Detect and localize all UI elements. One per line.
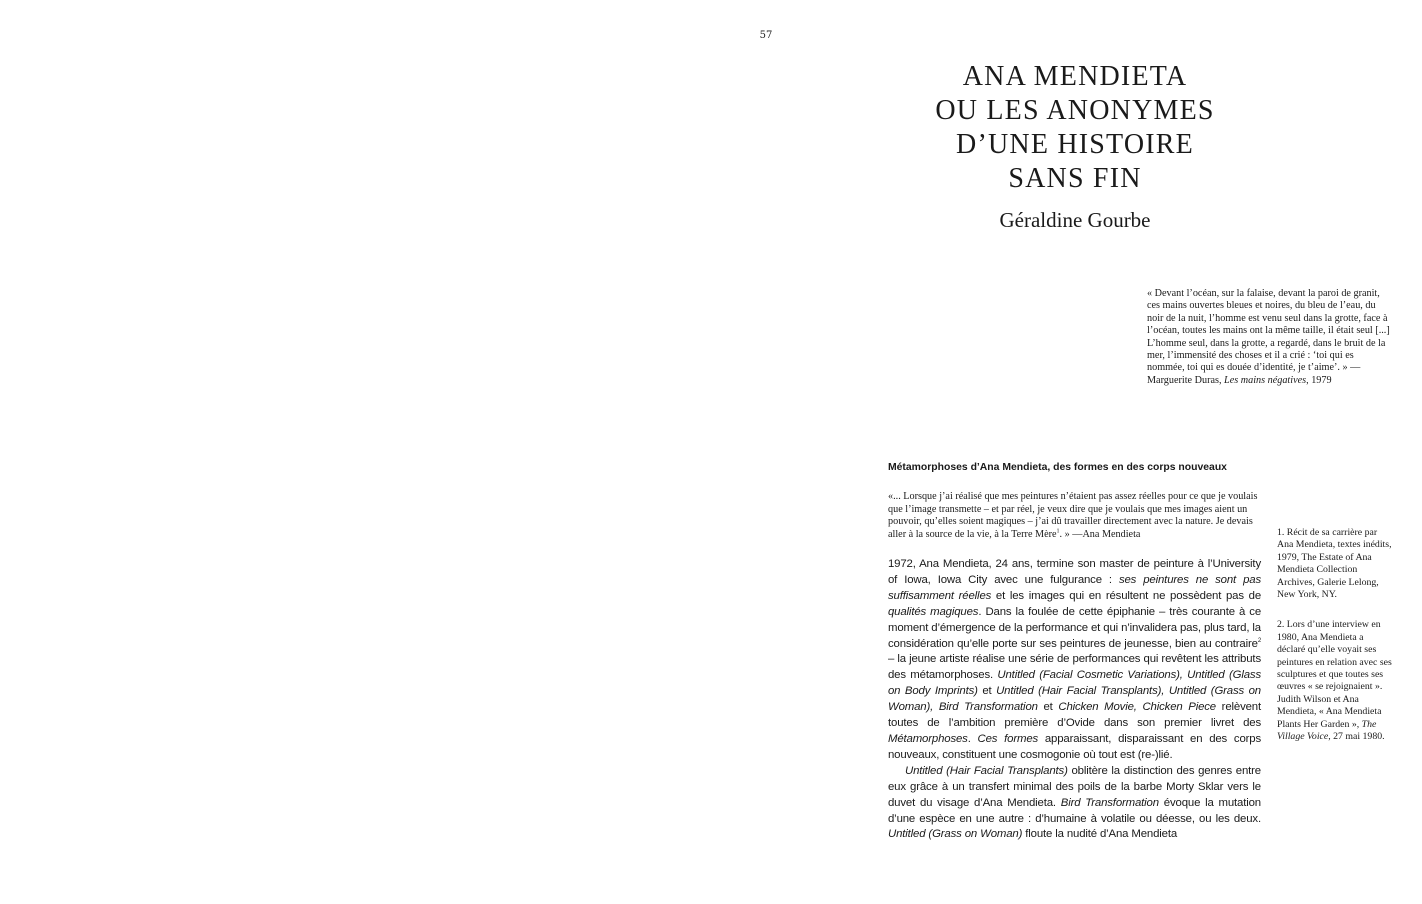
text-run: et <box>977 685 997 698</box>
artist-quote <box>888 491 1258 541</box>
text-run: apparaissant, disparaissant en des corps nouveaux, constituent une cosmogonie où tout est (re-)lié. <box>888 732 1262 761</box>
body-paragraph <box>888 764 1261 844</box>
italic-run: Ces formes <box>977 732 1039 745</box>
epigraph-year: , 1979 <box>1306 374 1332 386</box>
italic-run: ses peintures ne sont pas suffisamment réelles <box>888 573 1261 602</box>
publication-title: The Village Voice <box>1277 718 1377 743</box>
footnote-ref[interactable]: 2 <box>1257 637 1261 644</box>
text-run: évoque la mutation d’une espèce en une autre : d’humaine à volatile ou déesse, ou les deux. <box>888 796 1261 825</box>
artwork-title: Untitled (Facial Cosmetic Variations), Untitled (Glass on Body Imprints) <box>888 669 1261 698</box>
title-line: D’UNE HISTOIRE <box>956 129 1194 160</box>
text-run: relèvent toutes de l’ambition première d’Ovide dans son premier livret des <box>888 701 1261 730</box>
footnote-ref[interactable]: 1 <box>1056 528 1060 535</box>
text-run: – la jeune artiste réalise une série de performances qui revêtent les attributs des métamorphoses. <box>888 653 1261 682</box>
text-run: . <box>967 732 978 745</box>
text-run: et les images qui en résultent ne possèdent pas de <box>991 589 1262 602</box>
epigraph <box>1147 288 1392 387</box>
artwork-title: Untitled (Hair Facial Transplants), Untitled (Grass on Woman), Bird Transformation <box>888 685 1261 714</box>
article-title <box>900 60 1250 196</box>
title-line: SANS FIN <box>1008 163 1142 194</box>
text-run: oblitère la distinction des genres entre eux grâce à un transfert minimal des poils de la barbe Morty Sklar vers le duvet du visage d’Ana Mendieta. <box>888 764 1261 809</box>
text-run: 1972, Ana Mendieta, 24 ans, termine son master de peinture à l’University of Iowa, Iowa City avec une fulgurance : <box>888 558 1261 586</box>
epigraph-work-title: Les mains négatives <box>1224 374 1307 386</box>
artwork-title: Chicken Movie, Chicken Piece <box>1058 701 1216 714</box>
footnotes <box>1277 527 1392 762</box>
title-line: OU LES ANONYMES <box>935 95 1215 126</box>
quote-text: «... Lorsque j’ai réalisé que mes peintures n’étaient pas assez réelles pour ce que je voulais que l’image transmette – et par réel, je veux dire que je voulais que mes images aient un pouvoir, qu’elles soient magiques – j’ai dû travailler directement avec la nature. Je devais aller à la source de la vie, à la Terre Mère <box>888 491 1258 540</box>
epigraph-text: « Devant l’océan, sur la falaise, devant la paroi de granit, ces mains ouvertes bleues et noires, du bleu de l’eau, du noir de la nuit, l’homme est venu seul dans la grotte, face à l’océan, toutes les mains ont la même taille, il était seul [...] L’homme seul, dans la grotte, a regardé, dans le bruit de la mer, l’immensité des choses et il a crié : ‘toi qui es nommée, toi qui es douée d’identité, je t’aime’. » —Marguerite Duras, <box>1147 288 1390 386</box>
artwork-title: Untitled (Hair Facial Transplants) <box>905 764 1068 777</box>
quote-attribution: . » —Ana Mendieta <box>1059 528 1141 540</box>
artwork-title: Bird Transformation <box>1060 796 1159 809</box>
text-run: et <box>1037 701 1059 714</box>
text-run: . Dans la foulée de cette épiphanie – très courante à ce moment d’émergence de la performance et qui n’invalidera pas, plus tard, la considération qu’elle porte sur ses peintures de jeunesse, bien au contraire <box>888 605 1262 650</box>
italic-run: qualités magiques <box>888 605 979 618</box>
footnote-2 <box>1277 619 1392 743</box>
footnote-text: 2. Lors d’une interview en 1980, Ana Mendieta a déclaré qu’elle voyait ses peintures en relation avec ses sculptures et que toutes ses œuvres « se rejoignaient ». Judith Wilson et Ana Mendieta, « Ana Mendieta Plants Her Garden », <box>1277 619 1392 730</box>
body-paragraph <box>888 557 1261 764</box>
body-text <box>888 557 1261 843</box>
artwork-title: Untitled (Grass on Woman) <box>888 828 1023 841</box>
book-title: Métamorphoses <box>888 732 968 745</box>
section-heading: Métamorphoses d’Ana Mendieta, des formes en des corps nouveaux <box>888 462 1227 473</box>
footnote-date: , 27 mai 1980. <box>1328 731 1385 743</box>
footnote-1: 1. Récit de sa carrière par Ana Mendieta, textes inédits, 1979, The Estate of Ana Mendieta Collection Archives, Galerie Lelong, New York, NY. <box>1277 527 1392 601</box>
title-line: ANA MENDIETA <box>962 61 1188 92</box>
author-name: Géraldine Gourbe <box>999 208 1151 232</box>
text-run: floute la nudité d’Ana Mendieta <box>1022 828 1178 841</box>
page-number: 57 <box>759 30 773 41</box>
